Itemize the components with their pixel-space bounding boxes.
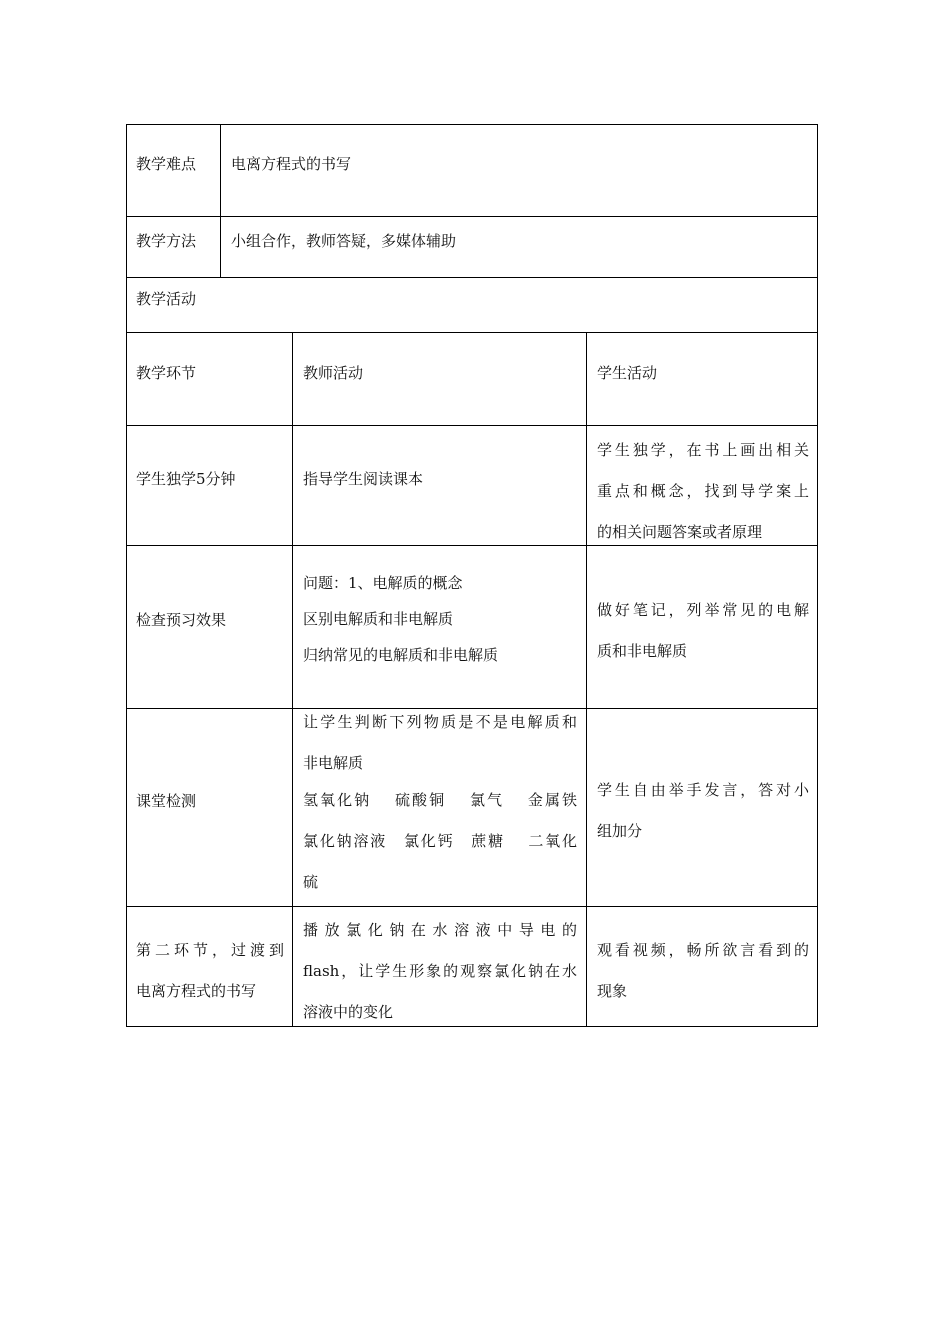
header-teacher: 教师活动 <box>303 364 364 382</box>
text-line: 溶液中的变化 <box>303 1003 394 1021</box>
column-divider <box>586 332 587 1027</box>
text-line: 归纳常见的电解质和非电解质 <box>303 646 499 664</box>
self-study-student <box>597 430 809 553</box>
column-divider <box>292 332 293 1027</box>
row-divider <box>126 277 818 278</box>
method-value: 小组合作，教师答疑，多媒体辅助 <box>231 232 457 250</box>
text-line: 现象 <box>597 982 628 1000</box>
text-line: 质和非电解质 <box>597 642 688 660</box>
second-section-teacher <box>303 910 577 1033</box>
text-line: 播放氯化钠在水溶液中导电的 <box>303 921 577 939</box>
row-divider <box>126 216 818 217</box>
text-line: 区别电解质和非电解质 <box>303 610 454 628</box>
second-section-student <box>597 930 809 1012</box>
text-line: 第二环节，过渡到 <box>136 941 284 959</box>
difficulty-value: 电离方程式的书写 <box>231 155 352 173</box>
activities-title: 教学活动 <box>136 290 197 308</box>
text-line: 非电解质 <box>303 754 364 772</box>
preview-check-stage: 检查预习效果 <box>136 611 227 629</box>
text-line: 组加分 <box>597 822 643 840</box>
text-line: 硫 <box>303 873 319 891</box>
text-line: 让学生判断下列物质是不是电解质和 <box>303 713 577 731</box>
class-test-student <box>597 770 809 852</box>
class-test-stage: 课堂检测 <box>136 792 197 810</box>
second-section-stage <box>136 930 284 1012</box>
header-student: 学生活动 <box>597 364 658 382</box>
text-line: 做好笔记，列举常见的电解 <box>597 601 809 619</box>
column-divider <box>220 124 221 277</box>
row-divider <box>126 332 818 333</box>
text-line: 学生自由举手发言，答对小 <box>597 781 809 799</box>
row-divider <box>126 425 818 426</box>
text-line: 电离方程式的书写 <box>136 982 257 1000</box>
row-divider <box>126 906 818 907</box>
text-line: 氯化钠溶液 氯化钙 蔗糖 二氧化 <box>303 832 577 850</box>
self-study-stage: 学生独学5分钟 <box>136 470 236 488</box>
self-study-teacher: 指导学生阅读课本 <box>303 470 424 488</box>
preview-check-teacher <box>303 565 579 673</box>
text-line: flash，让学生形象的观察氯化钠在水 <box>303 962 577 980</box>
difficulty-label: 教学难点 <box>136 155 197 173</box>
text-line: 问题：1、电解质的概念 <box>303 574 463 592</box>
row-divider <box>126 708 818 709</box>
class-test-teacher <box>303 712 577 892</box>
text-line: 重点和概念，找到导学案上 <box>597 482 809 500</box>
text-line: 观看视频，畅所欲言看到的 <box>597 941 809 959</box>
text-line: 学生独学，在书上画出相关 <box>597 441 809 459</box>
text-line: 氢氧化钠 硫酸铜 氯气 金属铁 <box>303 791 577 809</box>
text-line: 的相关问题答案或者原理 <box>597 523 763 541</box>
method-label: 教学方法 <box>136 232 197 250</box>
preview-check-student <box>597 590 809 672</box>
header-stage: 教学环节 <box>136 364 197 382</box>
